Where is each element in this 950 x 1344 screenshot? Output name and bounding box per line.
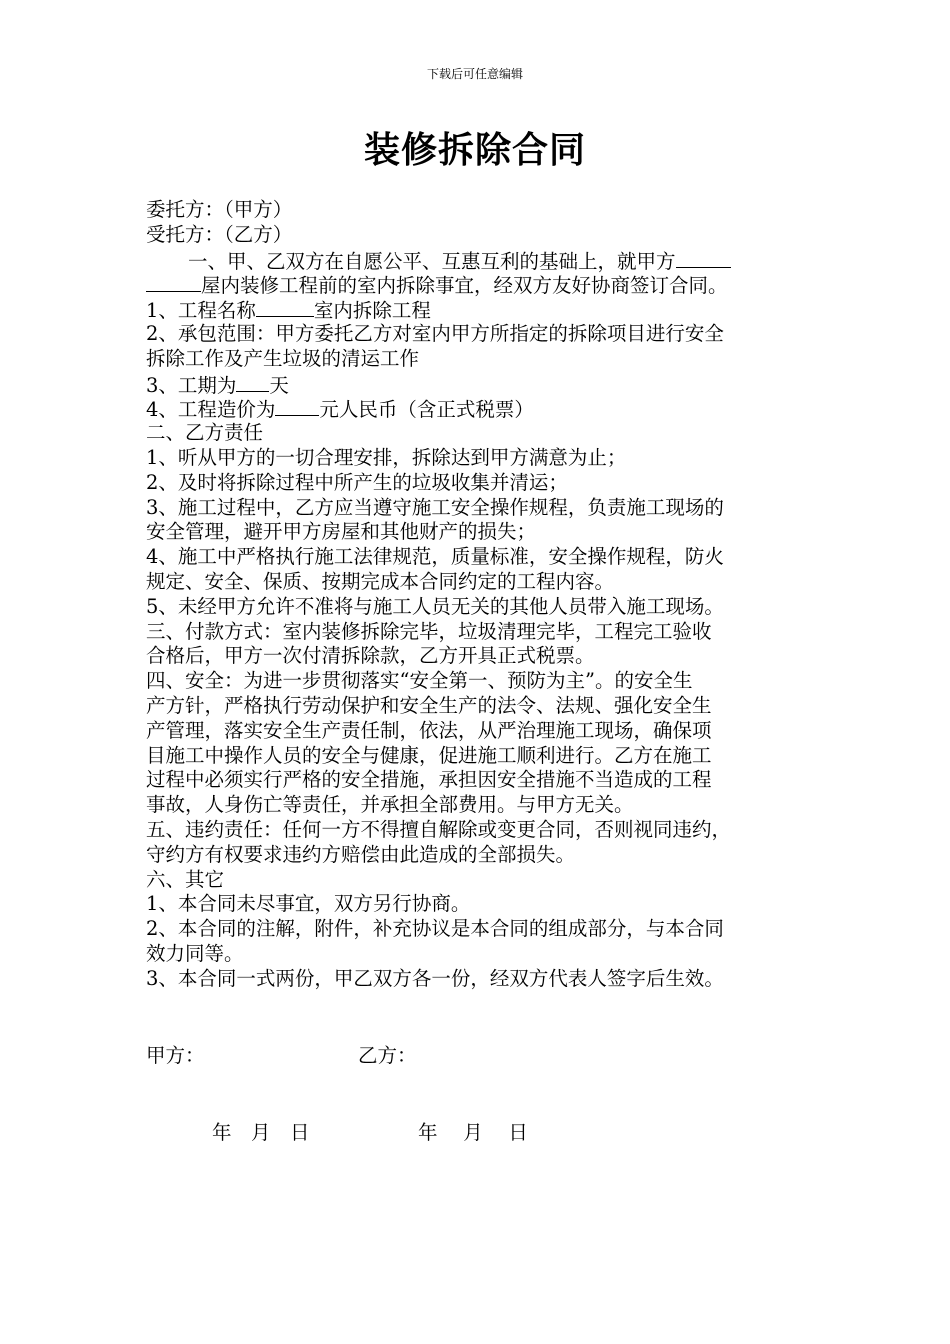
item-4-label: 4、工程造价为 — [146, 398, 276, 422]
blank-underline — [676, 248, 731, 268]
item-4-unit: 元人民币（含正式税票） — [319, 398, 534, 422]
section-6-heading: 六、其它 — [146, 867, 225, 891]
section-6-item-1: 1、本合同未尽事宜，双方另行协商。 — [146, 892, 471, 916]
intro-text-2: 屋内装修工程前的室内拆除事宜，经双方友好协商签订合同。 — [201, 274, 728, 298]
section-2-item-5: 5、未经甲方允许不准将与施工人员无关的其他人员带入施工现场。 — [146, 594, 724, 618]
section-3-line-2: 合格后，甲方一次付清拆除款，乙方开具正式税票。 — [146, 644, 595, 668]
section-2-item-2: 2、及时将拆除过程中所产生的垃圾收集并清运； — [146, 470, 568, 494]
section-4-line-3: 产管理，落实安全生产责任制，依法，从严治理施工现场，确保项 — [146, 718, 712, 742]
section-4-line-6: 事故，人身伤亡等责任，并承担全部费用。与甲方无关。 — [146, 793, 634, 817]
page-header: 下载后可任意编辑 — [426, 67, 523, 81]
blank-underline — [275, 396, 319, 416]
party-a-line: 委托方：（甲方） — [146, 198, 293, 221]
section-2-heading: 二、乙方责任 — [146, 421, 264, 445]
party-b-line: 受托方：（乙方） — [146, 222, 293, 246]
item-2-line-2: 拆除工作及产生垃圾的清运工作 — [146, 346, 420, 370]
item-4-line — [146, 396, 822, 421]
item-1-label: 1、工程名称 — [146, 299, 256, 323]
intro-text-1: 一、甲、乙双方在自愿公平、互惠互利的基础上，就甲方 — [188, 249, 676, 273]
blank-underline — [146, 272, 201, 292]
item-2-line-1: 2、承包范围：甲方委托乙方对室内甲方所指定的拆除项目进行安全 — [146, 321, 724, 345]
contract-body — [146, 198, 822, 992]
section-5-line-2: 守约方有权要求违约方赔偿由此造成的全部损失。 — [146, 842, 576, 866]
section-2-item-3b: 安全管理，避开甲方房屋和其他财产的损失； — [146, 520, 537, 544]
section-6-item-2a: 2、本合同的注解，附件，补充协议是本合同的组成部分，与本合同 — [146, 917, 724, 941]
item-3-label: 3、工期为 — [146, 373, 237, 397]
section-2-item-4b: 规定、安全、保质、按期完成本合同约定的工程内容。 — [146, 569, 615, 593]
section-6-item-2b: 效力同等。 — [146, 941, 244, 965]
contract-title: 装修拆除合同 — [363, 129, 586, 171]
intro-line-1 — [146, 248, 822, 273]
blank-underline — [236, 372, 269, 392]
section-3-line-1: 三、付款方式：室内装修拆除完毕，垃圾清理完毕，工程完工验收 — [146, 619, 712, 643]
section-5-line-1: 五、违约责任：任何一方不得擅自解除或变更合同，否则视同违约， — [146, 817, 732, 841]
item-1-value: 室内拆除工程 — [313, 299, 431, 323]
signature-party-a: 甲方： — [146, 1044, 205, 1067]
section-2-item-4a: 4、施工中严格执行施工法律规范，质量标准，安全操作规程，防火 — [146, 545, 724, 569]
intro-line-2 — [146, 272, 822, 297]
signature-party-b: 乙方： — [358, 1044, 417, 1067]
section-4-line-4: 目施工中操作人员的安全与健康，促进施工顺利进行。乙方在施工 — [146, 743, 712, 767]
blank-underline — [256, 297, 314, 317]
item-3-unit: 天 — [269, 373, 289, 397]
section-2-item-3a: 3、施工过程中，乙方应当遵守施工安全操作规程，负责施工现场的 — [146, 495, 724, 519]
section-6-item-3: 3、本合同一式两份，甲乙双方各一份，经双方代表人签字后生效。 — [146, 966, 724, 990]
item-3-line — [146, 372, 822, 397]
section-4-line-2: 产方针，严格执行劳动保护和安全生产的法令、法规、强化安全生 — [146, 693, 712, 717]
date-party-a: 年 月 日 — [212, 1121, 310, 1144]
section-4-line-5: 过程中必须实行严格的安全措施，承担因安全措施不当造成的工程 — [146, 768, 712, 792]
item-1-line — [146, 297, 822, 322]
section-2-item-1: 1、听从甲方的一切合理安排，拆除达到甲方满意为止； — [146, 445, 627, 469]
section-4-line-1: 四、安全：为进一步贯彻落实“安全第一、预防为主”。的安全生 — [146, 669, 693, 693]
date-party-b: 年 月 日 — [418, 1121, 528, 1144]
